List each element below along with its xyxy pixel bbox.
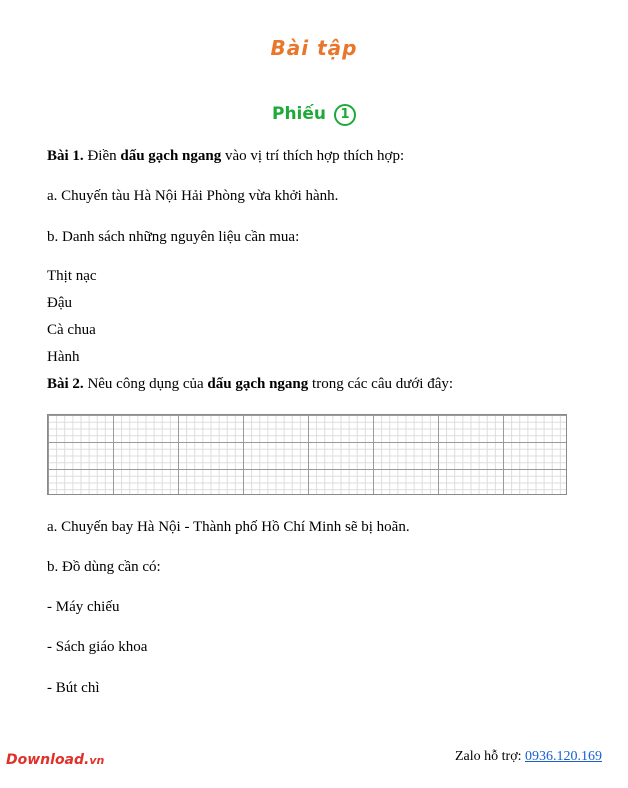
worksheet-subtitle [0,104,628,126]
exercise-1-item-b: b. Danh sách những nguyên liệu cần mua: [47,229,300,245]
subtitle-text: Phiếu [271,104,327,124]
ingredient-item: Hành [47,349,80,365]
subtitle-number-badge: 1 [334,104,356,126]
exercise-2-item-b: b. Đồ dùng cần có: [47,559,161,575]
download-vn-logo[interactable] [6,752,104,768]
exercise-1-text-after: vào vị trí thích hợp thích hợp: [221,148,405,164]
exercise-2-bold: dấu gạch ngang [207,376,309,392]
logo-name: Download [6,752,85,768]
exercise-1-item-a: a. Chuyến tàu Hà Nội Hải Phòng vừa khởi hành. [47,188,339,204]
logo-ext: vn [89,754,105,767]
exercise-1-label: Bài 1. [47,148,84,164]
support-label: Zalo hỗ trợ: [455,749,525,764]
supply-item: - Bút chì [47,680,100,696]
supply-item: - Sách giáo khoa [47,639,148,655]
exercise-1-bold: dấu gạch ngang [120,148,222,164]
ingredient-item: Thịt nạc [47,268,97,284]
support-footer [455,749,602,765]
exercise-2-text-before: Nêu công dụng của [83,376,208,392]
exercise-2-text-after: trong các câu dưới đây: [308,376,454,392]
exercise-2-prompt [47,376,453,393]
exercise-2-label: Bài 2. [47,376,84,392]
support-phone-link[interactable]: 0936.120.169 [525,749,602,764]
exercise-1-text-before: Điền [83,148,121,164]
logo-dot: . [84,752,90,768]
supply-item: - Máy chiếu [47,599,120,615]
worksheet-title: Bài tập [270,36,358,60]
writing-grid [47,414,567,495]
exercise-1-prompt [47,148,404,165]
ingredient-item: Cà chua [47,322,96,338]
exercise-2-item-a: a. Chuyến bay Hà Nội - Thành phố Hồ Chí Minh sẽ bị hoãn. [47,519,410,535]
ingredient-item: Đậu [47,295,72,311]
